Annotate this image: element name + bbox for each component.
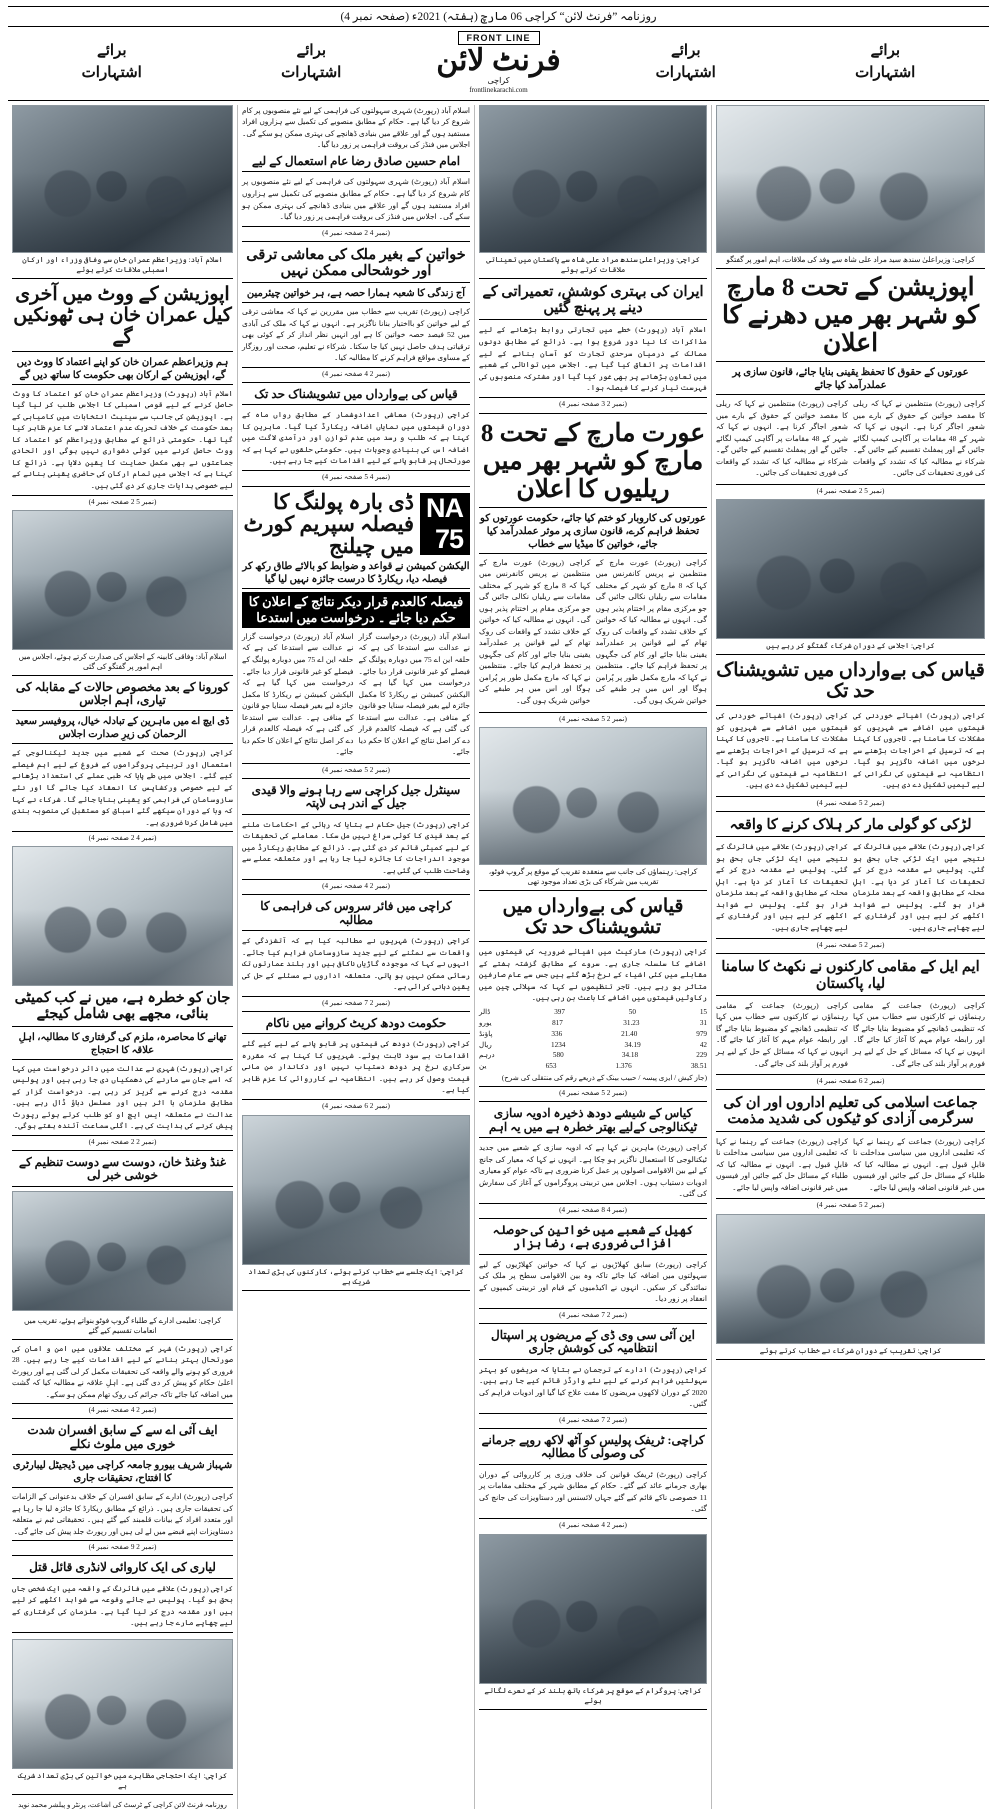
subheadline-col3-2: عورتوں کی کاروبار کو ختم کیا جائے، حکومت عورتوں کو تحفظ فراہم کرے، قانون سازی پر موثر عملدرآمد کیا جائے، خواتین کا میڈیا سے خطاب xyxy=(479,512,707,554)
tag-col4-3: (نمبر 2 5 صفحہ نمبر 4) xyxy=(716,938,985,949)
price-v1: 397 xyxy=(554,1007,565,1016)
price-v3: 15 xyxy=(699,1007,707,1016)
body-col2-4: کراچی (رپورٹ) جیل حکام نے بتایا کہ رہائی کے احکامات ملنے کے بعد قیدی کا کوئی سراغ نہیں مل سکا۔ معاملے کی تحقیقات کے لیے کمیٹی قائم کر دی گئی ہے۔ ذرائع کے مطابق ریکارڈ میں موجود اندراجات کا جائزہ لیا جا رہا ہے اور متعلقہ عملے سے وضاحت طلب کی گئی ہے۔ xyxy=(242,819,470,875)
price-row xyxy=(479,1029,707,1040)
tag-col2-4: (نمبر 2 4 صفحہ نمبر 4) xyxy=(242,879,470,890)
headline-col1-2: کورونا کے بعد مخصوص حالات کے مقابلہ کی تیاری، اہم اجلاس xyxy=(12,679,233,712)
headline-col3-5: کھیل کے شعبے میں خواتین کی حوصلہ افزائی ضروری ہے، رضا ہزار xyxy=(479,1222,707,1255)
headline-col3-1: ایران کی بہتری کوشش، تعمیراتی کے دینے پر پہنچ گئیں xyxy=(479,282,707,320)
price-label: درہم xyxy=(479,1051,495,1060)
body-col4-3b: کراچی (رپورٹ) علاقے میں فائرنگ کے نتیجے میں ایک لڑکی جاں بحق ہو گئی۔ پولیس نے مقدمہ درج کر کے تحقیقات کا آغاز کر دیا ہے۔ اہلِ محلہ کے مطابق واقعہ کے بعد ملزمان فرار ہو گئے۔ پولیس نے شواہد اکٹھے کر لیے ہیں اور گرفتاری کے لیے چھاپے جاری ہیں۔ xyxy=(716,842,848,932)
body-col4-1a: کراچی (رپورٹ) منتظمین نے کہا کہ ریلی کا مقصد خواتین کے حقوق کے بارے میں شعور اجاگر کرنا ہے۔ انہوں نے کہا کہ شہر کے 48 مقامات پر آگاہی کیمپ لگائے جائیں گے اور پمفلٹ تقسیم کیے جائیں گے۔ شرکاء نے مطالبہ کیا کہ تشدد کے واقعات کی فوری تحقیقات کی جائیں۔ xyxy=(853,398,985,478)
tag-col1-5: (نمبر 2 9 صفحہ نمبر 4) xyxy=(12,1540,233,1551)
headline-col4-3: لڑکی کو گولی مار کر ہلاک کرنے کا واقعہ xyxy=(716,815,985,837)
photo-col3-2-caption: کراچی: رہنماؤں کی جانب سے منعقدہ تقریب کے موقع پر گروپ فوٹو، تقریب میں شرکاء کی بڑی تعداد موجود تھی xyxy=(479,865,707,891)
price-v1: 653 xyxy=(545,1062,557,1071)
photo-col4-2-caption: کراچی: اجلاس کے دوران شرکاء گفتگو کر رہے ہیں xyxy=(716,639,985,655)
na-subheadline: الیکشن کمیشن نے قواعد و ضوابط کو بالائے طاق رکھ کر فیصلہ دیا، ریکارڈ کا درست جائزہ نہیں لیا گیا xyxy=(242,560,470,589)
headline-col4-4: ایم ایل کے مقامی کارکنوں نے نکھٹ کا سامنا لیا، پاکستان xyxy=(716,957,985,995)
photo-col2-1 xyxy=(242,1115,470,1265)
tag-col3-3: (نمبر 2 5 صفحہ نمبر 4) xyxy=(479,1086,707,1097)
imprint-note: روزنامہ فرنٹ لائن کراچی کے ٹرسٹ کی اشاعت، پرنٹر و پبلشر محمد نوید xyxy=(18,1800,227,1809)
price-v3: 42 xyxy=(699,1040,707,1049)
na-headline: ڈی بارہ پولنگ کا فیصلہ سپریم کورٹ میں چیلنج xyxy=(243,489,414,558)
tag-col3-1: (نمبر 2 3 صفحہ نمبر 4) xyxy=(479,397,707,408)
tag-col3-4: (نمبر 4 8 صفحہ نمبر 4) xyxy=(479,1203,707,1214)
na-75-badge xyxy=(242,491,470,557)
tag-col4-2: (نمبر 2 5 صفحہ نمبر 4) xyxy=(716,796,985,807)
body-col3-3: کراچی (رپورٹ) مارکیٹ میں اشیائے ضروریہ کی قیمتوں میں اضافے کا سلسلہ جاری ہے۔ سروے کے مطابق گزشتہ ہفتے کے مقابلے میں کئی اشیاء کے نرخ بڑھ گئے ہیں جس سے عام صارفین متاثر ہو رہے ہیں۔ تاجر تنظیموں نے کہا کہ سپلائی چین میں رکاوٹیں قیمتوں میں اضافے کا باعث بن رہی ہیں۔ xyxy=(479,947,707,1003)
photo-col2-1-caption: کراچی: ایک جلسے سے خطاب کرتے ہوئے، کارکنوں کی بڑی تعداد شریک ہے xyxy=(242,1265,470,1291)
column-2 xyxy=(474,105,711,1809)
price-v1: 580 xyxy=(552,1051,564,1060)
nameplate xyxy=(8,27,989,100)
price-row xyxy=(479,1007,707,1018)
headline-col3-2: عورت مارچ کے تحت 8 مارچ کو شہر بھر میں ریلیوں کا اعلان xyxy=(479,418,707,508)
body-col1-6: کراچی (رپورٹ) علاقے میں فائرنگ کے واقعہ میں ایک شخص جاں بحق ہو گیا۔ پولیس نے جائے وقوعہ سے شواہد اکٹھے کر لیے ہیں اور مقدمہ درج کر لیا گیا ہے۔ ملزمان کی گرفتاری کے لیے چھاپے مارے جا رہے ہیں۔ xyxy=(12,1583,233,1628)
tag-col3-2: (نمبر 2 5 صفحہ نمبر 4) xyxy=(479,712,707,723)
price-v3: 31 xyxy=(699,1018,707,1027)
photo-col3-3 xyxy=(479,1534,707,1684)
headline-col4-5: جماعت اسلامی کی تعلیم اداروں اور ان کی سرگرمی آزادی کو ٹیکوں کی شدید مذمت xyxy=(716,1093,985,1131)
ads-label-4-line1: برائے xyxy=(96,42,127,59)
tag-col3-6: (نمبر 2 7 صفحہ نمبر 4) xyxy=(479,1413,707,1424)
column-1 xyxy=(711,105,989,1809)
price-row xyxy=(479,1018,707,1029)
ads-label-4 xyxy=(12,41,212,85)
body-col2-1: اسلام آباد (رپورٹ) شہری سہولتوں کی فراہمی کے لیے نئے منصوبوں پر کام شروع کر دیا گیا ہے۔ حکام کے مطابق منصوبے کی تکمیل سے ہزاروں افراد مستفید ہوں گے اور علاقے میں بنیادی ڈھانچے کی بہتری ممکن ہو سکے گی۔ اجلاس میں فنڈز کی بروقت فراہمی پر زور دیا گیا۔ xyxy=(242,177,470,222)
price-v1: 1234 xyxy=(551,1040,566,1049)
page-columns xyxy=(8,105,989,1809)
newspaper-logo xyxy=(411,31,586,94)
subheadline-col1-5: شہباز شریف بیورو جامعہ کراچی میں ڈیجیٹل لیبارٹری کا افتتاح، تحقیقات جاری xyxy=(12,1459,233,1488)
na-number: NA 75 xyxy=(420,493,470,555)
tag-col4-5: (نمبر 2 5 صفحہ نمبر 4) xyxy=(716,1198,985,1209)
body-col4-2a: کراچی (رپورٹ) اشیائے خوردنی کی قیمتوں میں اضافے سے شہریوں کو مشکلات کا سامنا ہے۔ تاجروں کا کہنا ہے کہ ترسیل کے اخراجات بڑھنے سے نرخوں میں اضافہ ناگزیر ہو گیا۔ انتظامیہ نے قیمتوں کی نگرانی کے لیے ٹیمیں تشکیل دے دی ہیں۔ xyxy=(853,711,985,790)
headline-col1-1: اپوزیشن کے ووٹ میں آخری کیل عمران خان ہی ٹھونکیں گے xyxy=(12,282,233,352)
photo-col4-3 xyxy=(716,1214,985,1344)
logo-urdu-sub: کراچی xyxy=(487,76,510,85)
price-v2: 50 xyxy=(628,1007,636,1016)
price-v2: 34.18 xyxy=(621,1051,639,1060)
headline-col2-6: حکومت دودھ کریٹ کروانے میں ناکام xyxy=(242,1015,470,1034)
ads-label-1-line1: برائے xyxy=(870,42,901,59)
ads-label-2-line1: برائے xyxy=(670,42,701,59)
body-col3-5: کراچی (رپورٹ) سابق کھلاڑیوں نے کہا کہ خواتین کھلاڑیوں کے لیے سہولتوں میں اضافہ کیا جائے تاکہ وہ بین الاقوامی سطح پر ملک کی نمائندگی کر سکیں۔ انہوں نے اکیڈمیوں کے قیام اور تربیتی کیمپوں کے انعقاد پر زور دیا۔ xyxy=(479,1259,707,1304)
subheadline-col1-2: ڈی ایچ اے میں ماہرین کے تبادلہ خیال، پروفیسر سعید الرحمان کی زیرِ صدارت اجلاس xyxy=(12,715,233,744)
headline-col2-5: کراچی میں فائر سروس کی فراہمی کا مطالبہ xyxy=(242,898,470,931)
headline-col2-1: امام حسین صادق رضا عام استعمال کے لیے xyxy=(242,153,470,172)
ads-label-2-line2: اشتہارات xyxy=(655,64,716,81)
na-band: فیصلہ کالعدم قرار دیکر نتائج کے اعلان کا حکم دیا جائے ۔ درخواست میں استدعا xyxy=(242,592,470,628)
price-row xyxy=(479,1040,707,1051)
body-col3-6: کراچی (رپورٹ) ادارے کے ترجمان نے بتایا کہ مریضوں کو بہتر سہولتیں فراہم کرنے کے لیے نئے وارڈز قائم کیے جا رہے ہیں۔ 2020 کے دوران لاکھوں مریضوں کا مفت علاج کیا گیا اور ادویات فراہم کی گئیں۔ xyxy=(479,1364,707,1409)
headline-col1-5: ایف آئی اے سے کے سابق افسران شدت خوری میں ملوث نکلے xyxy=(12,1422,233,1455)
photo-col1-1-caption: اسلام آباد: وزیراعظم عمران خان سے وفاقی وزراء اور ارکان اسمبلی ملاقات کرتے ہوئے xyxy=(12,253,233,279)
photo-col4-2 xyxy=(716,499,985,639)
tag-col2-2: (نمبر 2 4 صفحہ نمبر 4) xyxy=(242,367,470,378)
price-v3: 38.51 xyxy=(690,1062,707,1071)
price-label: ریال xyxy=(479,1040,492,1049)
subheadline-col1-1: ہم وزیراعظم عمران خان کو اپنے اعتماد کا ووٹ دیں گے، اپوزیشن کے ارکان بھی حکومت کا ساتھ دیں گے xyxy=(12,356,233,385)
headline-col3-3: قیاس کی بےوارداں میں تشویشناک حد تک xyxy=(479,894,707,943)
photo-col1-4-caption: کراچی: ایک احتجاجی مظاہرے میں خواتین کی بڑی تعداد شریک ہے xyxy=(12,1769,233,1795)
photo-col3-1 xyxy=(479,105,707,253)
ads-label-2 xyxy=(586,41,786,85)
price-v2: 31.23 xyxy=(623,1018,640,1027)
logo-english: FRONT LINE xyxy=(458,31,540,45)
tag-col1-4: (نمبر 2 4 صفحہ نمبر 4) xyxy=(12,1403,233,1414)
body-col3-1: اسلام آباد (رپورٹ) خطے میں تجارتی روابط بڑھانے کے لیے مذاکرات کا نیا دور شروع ہوا ہے۔ ذرائع کے مطابق دونوں ممالک کے درمیان سرحدی تجارت کو آسان بنانے کے لیے اقدامات پر اتفاق کیا گیا ہے۔ اجلاس میں توانائی کے شعبے میں تعاون بڑھانے پر بھی غور کیا گیا اور مشترکہ منصوبوں کی فہرست تیار کرنے کا فیصلہ ہوا۔ xyxy=(479,325,707,393)
headline-col2-4: سینٹرل جیل کراچی سے رہا ہونے والا قیدی جیل کے اندر ہی لاپتہ xyxy=(242,782,470,815)
price-table xyxy=(479,1007,707,1085)
body-col2-2: کراچی (رپورٹ) تقریب سے خطاب میں مقررین نے کہا کہ معاشی ترقی کے لیے خواتین کو بااختیار بنانا ناگزیر ہے۔ انہوں نے کہا کہ ملک کی آبادی میں 52 فیصد حصہ خواتین کا ہے اور انہیں نظر انداز کر کے کوئی بھی ترقیاتی ہدف حاصل نہیں کیا جا سکتا۔ شرکاء نے تعلیم، صحت اور روزگار کے مساوی مواقع فراہم کرنے کا مطالبہ کیا۔ xyxy=(242,307,470,363)
tag-col1-2: (نمبر 4 2 صفحہ نمبر 4) xyxy=(12,831,233,842)
nameplate-rule xyxy=(8,100,989,101)
price-v3: 979 xyxy=(696,1029,707,1038)
tag-col1-1: (نمبر 5 2 صفحہ نمبر 4) xyxy=(12,495,233,506)
photo-col1-2-caption: اسلام آباد: وفاقی کابینہ کے اجلاس کی صدارت کرتے ہوئے، اجلاس میں اہم امور پر گفتگو کی گئی xyxy=(12,650,233,676)
body-col3-4: کراچی (رپورٹ) ماہرین نے کہا ہے کہ ادویہ سازی کے شعبے میں جدید ٹیکنالوجی کا استعمال ناگزیر ہو چکا ہے۔ انہوں نے کہا کہ معیار کی جانچ کے لیے بین الاقوامی اصولوں پر عمل کرنا ضروری ہے تاکہ عوام کو معیاری ادویات دستیاب ہوں۔ اجلاس میں تربیتی پروگراموں کے آغاز کی سفارش کی گئی۔ xyxy=(479,1143,707,1199)
body-col4-4b: کراچی (رپورٹ) جماعت کے مقامی رہنماؤں نے کارکنوں سے خطاب میں کہا کہ تنظیمی ڈھانچے کو مضبوط بنایا جائے گا اور رابطہ عوام مہم کا آغاز کیا جائے گا۔ انہوں نے کہا کہ مسائل کے حل کے لیے ہر فورم پر آواز بلند کی جائے گی۔ xyxy=(716,1000,848,1068)
headline-col1-3: جان کو خطرہ ہے، میں نے کب کمیٹی بنائی، مجھے بھی شامل کیجئے xyxy=(12,988,233,1026)
price-label: پاؤنڈ xyxy=(479,1029,493,1038)
price-v2: 1.376 xyxy=(615,1062,632,1071)
photo-col1-5 xyxy=(12,1639,233,1769)
subheadline-col1-3: تھانے کا محاصرہ، ملزم کی گرفتاری کا مطالبہ، اہلِ علاقہ کا احتجاج xyxy=(12,1031,233,1060)
photo-col4-1 xyxy=(716,105,985,253)
photo-col3-3-caption: کراچی: پروگرام کے موقع پر شرکاء ہاتھ بلند کر کے نعرے لگاتے ہوئے xyxy=(479,1684,707,1710)
body-col4-2b: کراچی (رپورٹ) اشیائے خوردنی کی قیمتوں میں اضافے سے شہریوں کو مشکلات کا سامنا ہے۔ تاجروں کا کہنا ہے کہ ترسیل کے اخراجات بڑھنے سے نرخوں میں اضافہ ناگزیر ہو گیا۔ انتظامیہ نے قیمتوں کی نگرانی کے لیے ٹیمیں تشکیل دے دی ہیں۔ xyxy=(716,711,848,790)
price-label: ڈالر xyxy=(479,1007,491,1016)
body-na-b: اسلام آباد (رپورٹ) درخواست گزار نے عدالت سے استدعا کی ہے کہ حلقہ این اے 75 میں دوبارہ پولنگ کے فیصلے کو غیر قانونی قرار دیا جائے۔ درخواست میں کہا گیا ہے کہ الیکشن کمیشن نے ریکارڈ کا مکمل جائزہ لیے بغیر فیصلہ سنایا جو قانون کے منافی ہے۔ عدالت سے استدعا کی گئی ہے کہ فیصلہ کالعدم قرار دے کر اصل نتائج کے اعلان کا حکم دیا جائے۔ xyxy=(241,631,354,757)
body-col3-2a: کراچی (رپورٹ) عورت مارچ کے منتظمین نے پریس کانفرنس میں کہا کہ 8 مارچ کو شہر کے مختلف مقامات سے ریلیاں نکالی جائیں گی جو مرکزی مقام پر اختتام پذیر ہوں گی۔ انہوں نے مطالبہ کیا کہ خواتین کے خلاف تشدد کے واقعات کی روک تھام کے لیے قوانین پر عملدرآمد یقینی بنایا جائے اور کام کی جگہوں پر تحفظ فراہم کیا جائے۔ منتظمین نے کہا کہ مارچ مکمل طور پر پُرامن ہوگا اور اس میں ہر طبقے کی خواتین شریک ہوں گی۔ xyxy=(595,557,707,705)
headline-col1-6: لیاری کی ایک کاروائی لانڈری قائل قتل xyxy=(12,1559,233,1578)
tag-col2-6: (نمبر 2 6 صفحہ نمبر 4) xyxy=(242,1099,470,1110)
price-v1: 817 xyxy=(552,1018,563,1027)
photo-col3-1-caption: کراچی: وزیراعلیٰ سندھ مراد علی شاہ سے پاکستان میں تعیناتی ملاقات کرتے ہوئے xyxy=(479,253,707,279)
photo-col1-1 xyxy=(12,105,233,253)
price-v1: 336 xyxy=(551,1029,563,1038)
headline-col1-4: غنڈ وغنڈ خان، دوست سے دوست تنظیم کے خوشی خبر لی xyxy=(12,1154,233,1187)
headline-col4-2: قیاس کی بےوارداں میں تشویشناک حد تک xyxy=(716,658,985,707)
body-col3-2b: کراچی (رپورٹ) عورت مارچ کے منتظمین نے پریس کانفرنس میں کہا کہ 8 مارچ کو شہر کے مختلف مقامات سے ریلیاں نکالی جائیں گی جو مرکزی مقام پر اختتام پذیر ہوں گی۔ انہوں نے مطالبہ کیا کہ خواتین کے خلاف تشدد کے واقعات کی روک تھام کے لیے قوانین پر عملدرآمد یقینی بنایا جائے اور کام کی جگہوں پر تحفظ فراہم کیا جائے۔ منتظمین نے کہا کہ مارچ مکمل طور پر پُرامن ہوگا اور اس میں ہر طبقے کی خواتین شریک ہوں گی۔ xyxy=(479,557,591,705)
tag-na: (نمبر 2 5 صفحہ نمبر 4) xyxy=(242,763,470,774)
tag-col1-6 xyxy=(12,1632,233,1634)
price-row xyxy=(479,1050,707,1061)
body-col3-7: کراچی (رپورٹ) ٹریفک قوانین کی خلاف ورزی پر کارروائی کے دوران بھاری جرمانے عائد کیے گئے۔ حکام کے مطابق شہر کے مختلف مقامات پر 11 خصوصی ناکے قائم کیے گئے جہاں لائسنس اور دستاویزات کی جانچ کی گئی۔ xyxy=(479,1469,707,1514)
subheadline-col4-1: عورتوں کے حقوق کا تحفظ یقینی بنایا جائے، قانون سازی پر عملدرآمد کیا جائے xyxy=(716,366,985,395)
ads-label-3-line1: برائے xyxy=(296,42,327,59)
tag-col2-5: (نمبر 2 7 صفحہ نمبر 4) xyxy=(242,996,470,1007)
body-col1-5: کراچی (رپورٹ) ادارے کے سابق افسران کے خلاف بدعنوانی کے الزامات کی تحقیقات جاری ہیں۔ ذرائع کے مطابق ریکارڈ کا جائزہ لیا جا رہا ہے اور متعدد افراد کے بیانات قلمبند کیے گئے ہیں۔ تحقیقاتی ٹیم نے متعلقہ دستاویزات اپنے قبضے میں لے لی ہیں اور رپورٹ جلد پیش کی جائے گی۔ xyxy=(12,1492,233,1536)
body-col2-0: اسلام آباد (رپورٹ) شہری سہولتوں کی فراہمی کے لیے نئے منصوبوں پر کام شروع کر دیا گیا ہے۔ حکام کے مطابق منصوبے کی تکمیل سے ہزاروں افراد مستفید ہوں گے اور علاقے میں بنیادی ڈھانچے کی بہتری ممکن ہو سکے گی۔ اجلاس میں فنڈز کی بروقت فراہمی پر زور دیا گیا۔ xyxy=(242,106,470,149)
logo-urdu: فرنٹ لائن xyxy=(436,44,561,77)
photo-col1-4 xyxy=(12,1191,233,1311)
body-na-a: اسلام آباد (رپورٹ) درخواست گزار نے عدالت سے استدعا کی ہے کہ حلقہ این اے 75 میں دوبارہ پولنگ کے فیصلے کو غیر قانونی قرار دیا جائے۔ درخواست میں کہا گیا ہے کہ الیکشن کمیشن نے ریکارڈ کا مکمل جائزہ لیے بغیر فیصلہ سنایا جو قانون کے منافی ہے۔ عدالت سے استدعا کی گئی ہے کہ فیصلہ کالعدم قرار دے کر اصل نتائج کے اعلان کا حکم دیا جائے۔ xyxy=(358,631,470,757)
subheadline-col2-2: آج زندگی کا شعبہ ہمارا حصہ ہے، ہر خواتین چیئرمین xyxy=(242,287,470,303)
tag-col2-1: (نمبر 4 2 صفحہ نمبر 4) xyxy=(242,226,470,237)
masthead-dateline: روزنامہ ”فرنٹ لائن“ کراچی 06 مارچ (ہفتہ) 2021ء (صفحہ نمبر 4) xyxy=(340,11,657,23)
column-3 xyxy=(237,105,474,1809)
body-col4-5a: کراچی (رپورٹ) جماعت کے رہنما نے کہا کہ تعلیمی اداروں میں سیاسی مداخلت نا قابلِ قبول ہے۔ انہوں نے مطالبہ کیا کہ طلباء کے مسائل حل کیے جائیں اور فیسوں میں غیر قانونی اضافہ واپس لیا جائے۔ xyxy=(853,1136,985,1192)
photo-col1-3 xyxy=(12,846,233,986)
body-col4-4a: کراچی (رپورٹ) جماعت کے مقامی رہنماؤں نے کارکنوں سے خطاب میں کہا کہ تنظیمی ڈھانچے کو مضبوط بنایا جائے گا اور رابطہ عوام مہم کا آغاز کیا جائے گا۔ انہوں نے کہا کہ مسائل کے حل کے لیے ہر فورم پر آواز بلند کی جائے گی۔ xyxy=(853,1000,985,1068)
price-v2: 21.40 xyxy=(621,1029,638,1038)
body-col1-3: کراچی (رپورٹ) شہری نے عدالت میں دائر درخواست میں کہا کہ اسے جان سے مارنے کی دھمکیاں دی جا رہی ہیں اور پولیس مقدمہ درج کرنے سے گریز کر رہی ہے۔ درخواست گزار کے مطابق ملزمان با اثر ہیں اور مسلسل دباؤ ڈال رہے ہیں۔ عدالت نے متعلقہ ایس ایچ او کو طلب کرتے ہوئے رپورٹ پیش کرنے کی ہدایت کی ہے۔ اگلی سماعت آئندہ ہفتے ہوگی۔ xyxy=(12,1063,233,1131)
headline-col3-4: کیاس کے شیشے دودھ ذخیرہ ادویہ سازی ٹیکنالوجی کےلیے بھتر خطرہ ہے میں یہ اہم xyxy=(479,1105,707,1138)
body-col1-1: اسلام آباد (رپورٹ) وزیراعظم عمران خان کو اعتماد کا ووٹ حاصل کرنے کے لیے قومی اسمبلی کا اجلاس طلب کر لیا گیا ہے۔ اپوزیشن کی جانب سے سینیٹ انتخابات میں کامیابی کے بعد حکومت کے خلاف تحریک عدم اعتماد لانے کا عزم ظاہر کیا گیا تھا۔ حکومتی ذرائع کے مطابق وزیراعظم کو اعتماد کا ووٹ حاصل کرنے میں کوئی دشواری نہیں ہوگی اور اتحادی جماعتوں نے بھی مکمل حمایت کا یقین دلایا ہے۔ ذرائع کا کہنا ہے کہ اجلاس میں تمام ارکان کی حاضری یقینی بنانے کے لیے خصوصی ہدایات جاری کر دی گئی ہیں۔ xyxy=(12,388,233,491)
headline-col4-1: اپوزیشن کے تحت 8 مارچ کو شہر بھر میں دھرنے کا اعلان xyxy=(716,272,985,362)
ads-label-3 xyxy=(212,41,412,85)
ads-label-3-line2: اشتہارات xyxy=(281,64,342,81)
photo-col1-3-caption: کراچی: تعلیمی ادارے کے طلباء گروپ فوٹو بنواتے ہوئے، تقریب میں انعامات تقسیم کیے گئے xyxy=(12,1314,233,1340)
body-col2-3: کراچی (رپورٹ) معاشی اعدادوشمار کے مطابق رواں ماہ کے دوران قیمتوں میں نمایاں اضافہ ریکارڈ کیا گیا۔ ماہرین کا کہنا ہے کہ طلب و رسد میں عدم توازن اور درآمدی لاگت میں اضافہ اس کی بنیادی وجوہات ہیں۔ حکومتی حلقوں نے کہا ہے کہ صورتحال پر قابو پانے کے لیے اقدامات کیے جا رہے ہیں۔ xyxy=(242,410,470,466)
body-col4-3a: کراچی (رپورٹ) علاقے میں فائرنگ کے نتیجے میں ایک لڑکی جاں بحق ہو گئی۔ پولیس نے مقدمہ درج کر کے تحقیقات کا آغاز کر دیا ہے۔ اہلِ محلہ کے مطابق واقعہ کے بعد ملزمان فرار ہو گئے۔ پولیس نے شواہد اکٹھے کر لیے ہیں اور گرفتاری کے لیے چھاپے جاری ہیں۔ xyxy=(853,842,985,932)
tag-col4-4: (نمبر 2 6 صفحہ نمبر 4) xyxy=(716,1074,985,1085)
price-note: (جاز کیش / ایزی پیسہ / حبیب بینک کے ذریعے رقم کی منتقلی کی شرح) xyxy=(501,1074,707,1083)
logo-website: frontlinekarachi.com xyxy=(469,86,528,94)
body-col1-2: کراچی (رپورٹ) صحت کے شعبے میں جدید ٹیکنالوجی کے استعمال اور تربیتی پروگراموں کے فروغ کے لیے اہم فیصلے کیے گئے۔ اجلاس میں طے پایا کہ طبی عملے کی استعداد بڑھانے کے لیے خصوصی ورکشاپس کا انعقاد کیا جائے گا اور نئے سازوسامان کی فراہمی کو یقینی بنایا جائے گا۔ شرکاء نے کہا کہ وبا کے دوران سیکھے گئے اسباق کو مستقبل کی منصوبہ بندی میں شامل کرنا ضروری ہے۔ xyxy=(12,748,233,827)
headline-col2-2: خواتین کے بغیر ملک کی معاشی ترقی اور خوشحالی ممکن نہیں xyxy=(242,245,470,283)
body-col4-1b: کراچی (رپورٹ) منتظمین نے کہا کہ ریلی کا مقصد خواتین کے حقوق کے بارے میں شعور اجاگر کرنا ہے۔ انہوں نے کہا کہ شہر کے 48 مقامات پر آگاہی کیمپ لگائے جائیں گے اور پمفلٹ تقسیم کیے جائیں گے۔ شرکاء نے مطالبہ کیا کہ تشدد کے واقعات کی فوری تحقیقات کی جائیں۔ xyxy=(716,398,848,478)
column-4 xyxy=(8,105,237,1809)
body-col4-5b: کراچی (رپورٹ) جماعت کے رہنما نے کہا کہ تعلیمی اداروں میں سیاسی مداخلت نا قابلِ قبول ہے۔ انہوں نے مطالبہ کیا کہ طلباء کے مسائل حل کیے جائیں اور فیسوں میں غیر قانونی اضافہ واپس لیا جائے۔ xyxy=(716,1136,848,1192)
tag-col3-7: (نمبر 2 4 صفحہ نمبر 4) xyxy=(479,1518,707,1529)
tag-col4-1: (نمبر 5 2 صفحہ نمبر 4) xyxy=(716,484,985,495)
photo-col3-2 xyxy=(479,727,707,865)
tag-col3-5: (نمبر 2 7 صفحہ نمبر 4) xyxy=(479,1308,707,1319)
ads-label-1 xyxy=(786,41,986,85)
headline-col3-7: کراچی: ٹریفک پولیس کو آٹھ لاکھ روپے جرمانے کی وصولی کا مطالبہ xyxy=(479,1432,707,1465)
tag-col2-3: (نمبر 4 5 صفحہ نمبر 4) xyxy=(242,470,470,481)
price-label: ین xyxy=(479,1062,487,1071)
ads-label-1-line2: اشتہارات xyxy=(855,64,916,81)
price-v3: 229 xyxy=(696,1051,707,1060)
photo-col4-1-caption: کراچی: وزیراعلیٰ سندھ سید مراد علی شاہ سے وفد کی ملاقات، اہم امور پر گفتگو xyxy=(716,253,985,269)
headline-col3-6: این آئی سی وی ڈی کے مریضوں پر اسپتال انتظامیہ کی کوشش جاری xyxy=(479,1327,707,1360)
price-label: یورو xyxy=(479,1018,492,1027)
ads-label-4-line2: اشتہارات xyxy=(81,64,142,81)
body-col1-4: کراچی (رپورٹ) شہر کے مختلف علاقوں میں امن و امان کی صورتحال بہتر بنانے کے لیے اقدامات کیے جا رہے ہیں۔ 28 فروری کو ہونے والے واقعہ کی تحقیقات مکمل کر لی گئی ہے اور رپورٹ اعلیٰ حکام کو پیش کر دی گئی ہے۔ اہلِ علاقہ نے مطالبہ کیا کہ گشت میں اضافہ کیا جائے تاکہ جرائم کی روک تھام ممکن ہو سکے۔ xyxy=(12,1343,233,1399)
photo-col4-3-caption: کراچی: تقریب کے دوران شرکاء نے خطاب کرتے ہوئے xyxy=(716,1344,985,1360)
photo-col1-2 xyxy=(12,510,233,650)
headline-col2-3: قیاس کی بےوارداں میں تشویشناک حد تک xyxy=(242,386,470,405)
price-v2: 34.19 xyxy=(624,1040,641,1049)
price-row xyxy=(479,1061,707,1072)
body-col2-6: کراچی (رپورٹ) دودھ کی قیمتوں پر قابو پانے کے لیے کیے گئے اقدامات بے سود ثابت ہوئے۔ شہریوں کا کہنا ہے کہ مقررہ سرکاری نرخ پر دودھ دستیاب نہیں اور دکاندار من مانی قیمت وصول کر رہے ہیں۔ انتظامیہ نے کارروائی کا عزم ظاہر کیا ہے۔ xyxy=(242,1039,470,1095)
body-col2-5: کراچی (رپورٹ) شہریوں نے مطالبہ کیا ہے کہ آتشزدگی کے واقعات سے نمٹنے کے لیے جدید سازوسامان فراہم کیا جائے۔ انہوں نے کہا کہ موجودہ گاڑیاں ناکافی ہیں اور بلند عمارتوں تک رسائی ممکن نہیں ہو پاتی۔ متعلقہ اداروں نے مسئلے کے حل کی یقین دہانی کرائی ہے۔ xyxy=(242,936,470,992)
tag-col1-3: (نمبر 2 2 صفحہ نمبر 4) xyxy=(12,1135,233,1146)
